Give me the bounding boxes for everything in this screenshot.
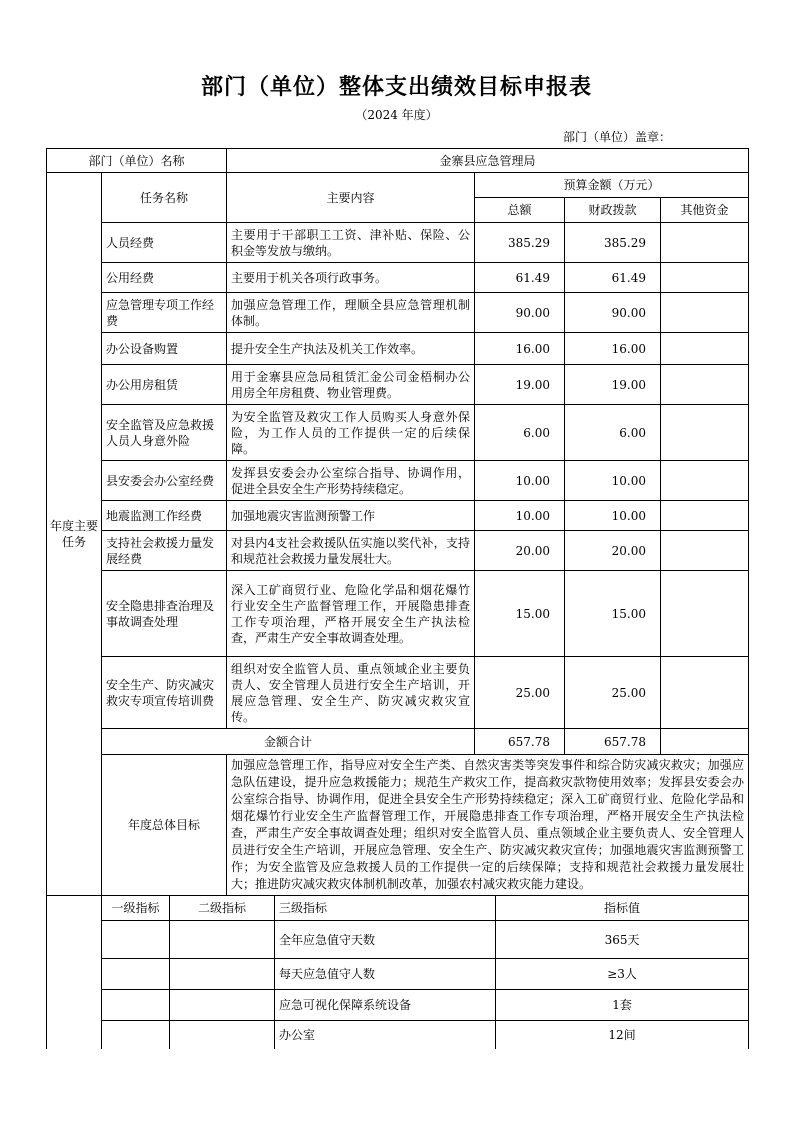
- task-other: [661, 571, 749, 657]
- header-l1: 一级指标: [102, 896, 170, 920]
- task-total: 10.00: [475, 501, 565, 531]
- indicator-row: [47, 921, 749, 959]
- sum-fiscal: 657.78: [565, 729, 661, 755]
- task-name: 办公设备购置: [102, 333, 227, 365]
- stamp-label: 部门（单位）盖章：: [563, 130, 672, 144]
- task-fiscal: 6.00: [565, 405, 661, 461]
- task-content: 用于金寨县应急局租赁汇金公司金梧桐办公用房全年房租费、物业管理费。: [227, 365, 475, 405]
- task-other: [661, 531, 749, 571]
- indicator-header-row: [47, 896, 749, 921]
- task-total: 20.00: [475, 531, 565, 571]
- task-content: 为安全监管及救灾工作人员购买人身意外保险，为工作人员的工作提供一定的后续保障。: [227, 405, 475, 461]
- task-other: [661, 365, 749, 405]
- indicator-l3: 每天应急值守人数: [275, 959, 496, 989]
- task-other: [661, 223, 749, 263]
- year-label: （2024 年度）: [355, 108, 438, 122]
- task-row: [47, 293, 749, 333]
- task-name: 安全隐患排查治理及事故调查处理: [102, 571, 227, 657]
- task-other: [661, 461, 749, 501]
- indicator-l2: [170, 959, 275, 989]
- sum-other: [661, 729, 749, 755]
- sum-label: 金额合计: [102, 729, 475, 755]
- header-l3: 三级指标: [275, 896, 496, 920]
- indicator-wrap: [102, 959, 749, 990]
- task-fiscal: 25.00: [565, 657, 661, 729]
- task-total: 90.00: [475, 293, 565, 333]
- header-total: 总额: [475, 198, 565, 223]
- task-row: [47, 657, 749, 729]
- indicator-value: 365天: [604, 932, 640, 947]
- task-content: 主要用于干部职工工资、津补贴、保险、公积金等发放与缴纳。: [227, 223, 475, 263]
- task-fiscal: 61.49: [565, 263, 661, 293]
- header-other: 其他资金: [661, 198, 749, 223]
- task-total: 16.00: [475, 333, 565, 365]
- task-name: 安全监管及应急救援人员人身意外险: [102, 405, 227, 461]
- task-fiscal: 90.00: [565, 293, 661, 333]
- task-fiscal: 10.00: [565, 461, 661, 501]
- task-content: 提升安全生产执法及机关工作效率。: [227, 333, 475, 365]
- performance-table: [46, 148, 749, 1049]
- header-budget: 预算金额（万元）: [475, 173, 749, 198]
- indicator-header-wrap: [102, 896, 749, 921]
- task-name: 办公用房租赁: [102, 365, 227, 405]
- task-fiscal: 19.00: [565, 365, 661, 405]
- indicator-header: [102, 896, 748, 920]
- task-other: [661, 263, 749, 293]
- task-content: 加强地震灾害监测预警工作: [227, 501, 475, 531]
- dept-row: [47, 149, 749, 173]
- task-total: 385.29: [475, 223, 565, 263]
- header-main-content: 主要内容: [227, 173, 475, 223]
- indicator-side-cell: [47, 896, 102, 1050]
- task-row: [47, 365, 749, 405]
- task-total: 61.49: [475, 263, 565, 293]
- goal-label: 年度总体目标: [102, 755, 227, 896]
- task-other: [661, 501, 749, 531]
- task-row: [47, 461, 749, 501]
- task-row: [47, 501, 749, 531]
- indicator-row: [47, 990, 749, 1021]
- task-other: [661, 293, 749, 333]
- task-name: 县安委会办公室经费: [102, 461, 227, 501]
- task-row: [47, 531, 749, 571]
- task-total: 15.00: [475, 571, 565, 657]
- indicator-l1: [102, 990, 170, 1020]
- task-row: [47, 223, 749, 263]
- task-total: 6.00: [475, 405, 565, 461]
- indicator-cells: [102, 921, 748, 958]
- indicator-wrap: [102, 1021, 749, 1050]
- header-row-1: [47, 173, 749, 198]
- indicator-wrap: [102, 990, 749, 1021]
- task-row: [47, 333, 749, 365]
- sum-row: [47, 729, 749, 755]
- indicator-l3: 应急可视化保障系统设备: [275, 990, 496, 1020]
- task-name: 公用经费: [102, 263, 227, 293]
- indicator-l3: 办公室: [275, 1021, 496, 1049]
- task-name: 安全生产、防灾减灾救灾专项宣传培训费: [102, 657, 227, 729]
- indicator-value: 1套: [612, 998, 632, 1012]
- task-total: 19.00: [475, 365, 565, 405]
- task-fiscal: 385.29: [565, 223, 661, 263]
- task-content: 对县内4支社会救援队伍实施以奖代补，支持和规范社会救援力量发展壮大。: [227, 531, 475, 571]
- task-other: [661, 333, 749, 365]
- task-name: 人员经费: [102, 223, 227, 263]
- task-other: [661, 405, 749, 461]
- indicator-l2: [170, 1021, 275, 1049]
- indicator-l1: [102, 921, 170, 958]
- task-content: 组织对安全监管人员、重点领域企业主要负责人、安全管理人员进行安全生产培训，开展应急管理、安全生产、防灾减灾救灾宣传。: [227, 657, 475, 729]
- task-row: [47, 571, 749, 657]
- task-fiscal: 15.00: [565, 571, 661, 657]
- task-content: 深入工矿商贸行业、危险化学品和烟花爆竹行业安全生产监督管理工作，开展隐患排查工作专项治理，严格开展安全生产执法检查，严肃生产安全事故调查处理。: [227, 571, 475, 657]
- page-title: 部门（单位）整体支出绩效目标申报表: [200, 75, 592, 100]
- dept-value: 金寨县应急管理局: [227, 149, 749, 173]
- task-content: 发挥县安委会办公室综合指导、协调作用，促进全县安全生产形势持续稳定。: [227, 461, 475, 501]
- indicator-cells: [102, 990, 748, 1020]
- header-task-name: 任务名称: [102, 173, 227, 223]
- indicator-l3: 全年应急值守天数: [275, 921, 496, 958]
- indicator-l2: [170, 990, 275, 1020]
- tasks-section-label: 年度主要任务: [47, 173, 102, 896]
- task-total: 10.00: [475, 461, 565, 501]
- task-row: [47, 405, 749, 461]
- task-name: 地震监测工作经费: [102, 501, 227, 531]
- task-name: 应急管理专项工作经费: [102, 293, 227, 333]
- header-value: 指标值: [604, 901, 641, 915]
- indicator-l1: [102, 1021, 170, 1049]
- header-fiscal: 财政拨款: [565, 198, 661, 223]
- indicator-cells: [102, 1021, 748, 1049]
- goal-row: [47, 755, 749, 896]
- indicator-row: [47, 1021, 749, 1050]
- goal-text: 加强应急管理工作，指导应对安全生产类、自然灾害类等突发事件和综合防灾减灾救灾；加强应急队伍建设，提升应急救援能力；规范生产救灾工作，提高救灾款物使用效率；发挥县安委会办公室综合指导、协调作用，促进全县安全生产形势持续稳定；深入工矿商贸行业、危险化学品和烟花爆竹行业安全生产监督管理工作，开展隐患排查工作专项治理，严格开展安全生产执法检查，严肃生产安全事故调查处理；组织对安全监管人员、重点领域企业主要负责人、安全管理人员进行安全生产培训，开展应急管理、安全生产、防灾减灾救灾宣传；加强地震灾害监测预警工作；为安全监管及应急救援人员的工作提供一定的后续保障；支持和规范社会救援力量发展壮大；推进防灾减灾救灾体制机制改革，加强农村减灾救灾能力建设。: [227, 755, 749, 896]
- task-content: 主要用于机关各项行政事务。: [227, 263, 475, 293]
- indicator-cells: [102, 959, 748, 989]
- indicator-wrap: [102, 921, 749, 959]
- indicator-l2: [170, 921, 275, 958]
- task-fiscal: 10.00: [565, 501, 661, 531]
- sum-total: 657.78: [475, 729, 565, 755]
- indicator-row: [47, 959, 749, 990]
- task-content: 加强应急管理工作，理顺全县应急管理机制体制。: [227, 293, 475, 333]
- indicator-value: ≥3人: [607, 967, 637, 981]
- header-l2: 二级指标: [170, 896, 275, 920]
- task-fiscal: 16.00: [565, 333, 661, 365]
- task-fiscal: 20.00: [565, 531, 661, 571]
- task-other: [661, 657, 749, 729]
- task-name: 支持社会救援力量发展经费: [102, 531, 227, 571]
- indicator-l1: [102, 959, 170, 989]
- dept-label: 部门（单位）名称: [47, 149, 227, 173]
- indicator-value: 12间: [608, 1028, 636, 1042]
- task-total: 25.00: [475, 657, 565, 729]
- task-row: [47, 263, 749, 293]
